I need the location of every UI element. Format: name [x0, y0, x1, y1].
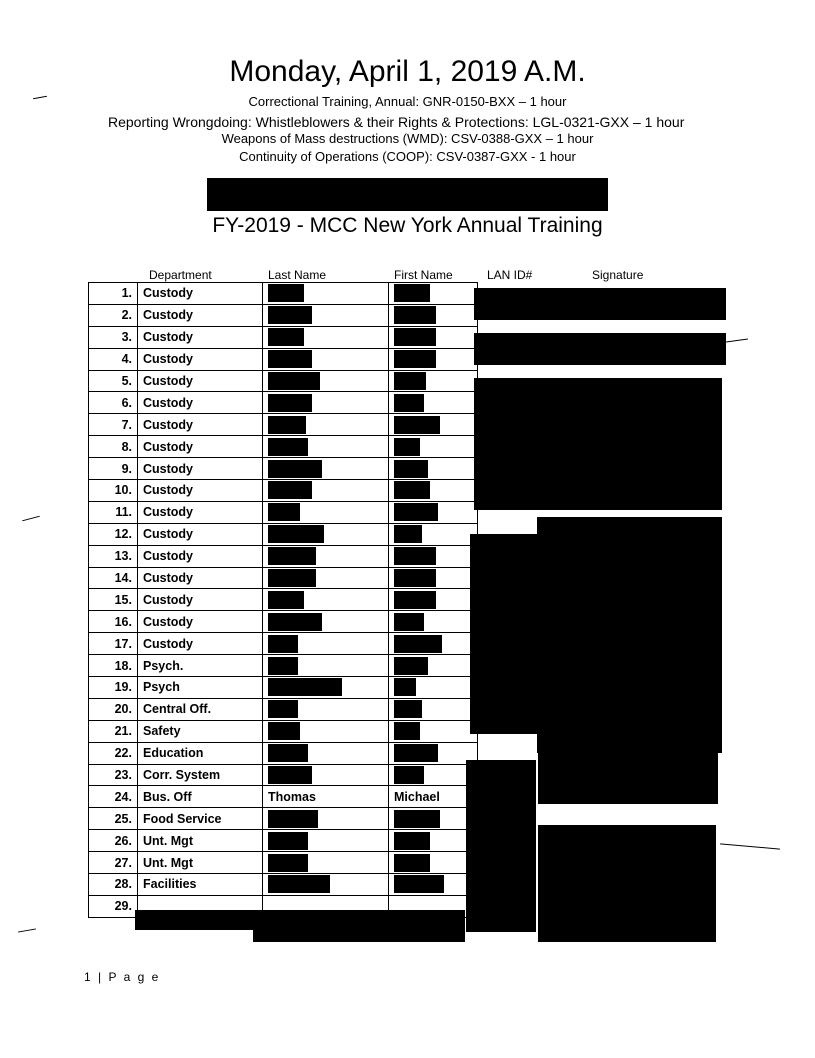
last-name-cell [263, 480, 389, 502]
redaction-block [394, 284, 430, 302]
redaction-block [394, 722, 420, 740]
scan-mark [726, 338, 748, 342]
department-cell: Custody [138, 589, 263, 611]
first-name-cell [389, 764, 478, 786]
redaction-block [394, 481, 430, 499]
department-cell: Unt. Mgt [138, 830, 263, 852]
row-number: 29. [89, 895, 138, 917]
table-row [89, 545, 478, 567]
department-cell: Custody [138, 392, 263, 414]
redaction-block [268, 832, 308, 850]
table-row [89, 852, 478, 874]
redaction-block [268, 284, 304, 302]
last-name-cell [263, 326, 389, 348]
row-number: 19. [89, 677, 138, 699]
department-cell: Education [138, 742, 263, 764]
row-number: 12. [89, 523, 138, 545]
row-number: 27. [89, 852, 138, 874]
last-name-cell [263, 414, 389, 436]
col-header-first-name: First Name [394, 268, 453, 282]
last-name-cell [263, 655, 389, 677]
redaction-block [268, 657, 298, 675]
row-number: 7. [89, 414, 138, 436]
table-row [89, 458, 478, 480]
last-name-cell [263, 742, 389, 764]
redaction-block [394, 810, 440, 828]
redaction-block [394, 460, 428, 478]
first-name-cell [389, 436, 478, 458]
redaction-block [394, 700, 422, 718]
redaction-block [268, 416, 306, 434]
first-name-cell [389, 655, 478, 677]
row-number: 28. [89, 874, 138, 896]
sheet-subtitle: FY-2019 - MCC New York Annual Training [212, 214, 603, 237]
row-number: 18. [89, 655, 138, 677]
table-row [89, 392, 478, 414]
page-title: Monday, April 1, 2019 A.M. [229, 55, 586, 88]
scan-mark [720, 843, 780, 849]
first-name-cell [389, 480, 478, 502]
row-number: 20. [89, 698, 138, 720]
row-number: 15. [89, 589, 138, 611]
first-name-cell [389, 677, 478, 699]
table-row [89, 611, 478, 633]
row-number: 24. [89, 786, 138, 808]
redaction-block [394, 766, 424, 784]
first-name-cell [389, 458, 478, 480]
last-name-cell: Thomas [263, 786, 389, 808]
first-name-cell [389, 392, 478, 414]
redaction-block [253, 928, 465, 942]
department-cell: Bus. Off [138, 786, 263, 808]
table-row [89, 720, 478, 742]
attendance-table [88, 282, 478, 918]
redaction-block [268, 613, 322, 631]
table-row [89, 283, 478, 305]
table-row [89, 523, 478, 545]
redaction-block [268, 569, 316, 587]
department-cell: Custody [138, 370, 263, 392]
redaction-block [394, 438, 420, 456]
redaction-block [268, 328, 304, 346]
row-number: 11. [89, 501, 138, 523]
table-row [89, 874, 478, 896]
redaction-block [268, 854, 308, 872]
redaction-block [268, 503, 300, 521]
redaction-block [394, 350, 436, 368]
first-name-cell [389, 283, 478, 305]
row-number: 8. [89, 436, 138, 458]
scan-mark [22, 516, 40, 522]
redaction-block [268, 547, 316, 565]
last-name-cell [263, 458, 389, 480]
table-row [89, 742, 478, 764]
table-row [89, 786, 478, 808]
department-cell: Custody [138, 414, 263, 436]
course-line-1: Correctional Training, Annual: GNR-0150-BXX – 1 hour [248, 94, 567, 109]
department-cell: Custody [138, 348, 263, 370]
table-row [89, 501, 478, 523]
last-name-cell [263, 567, 389, 589]
redaction-block [394, 657, 428, 675]
first-name-cell [389, 414, 478, 436]
redaction-block [268, 591, 304, 609]
redaction-block [394, 678, 416, 696]
redaction-block [268, 460, 322, 478]
table-row [89, 348, 478, 370]
last-name-cell [263, 633, 389, 655]
first-name-cell [389, 742, 478, 764]
row-number: 9. [89, 458, 138, 480]
redaction-block [394, 328, 436, 346]
row-number: 3. [89, 326, 138, 348]
table-row [89, 436, 478, 458]
redaction-block [268, 481, 312, 499]
row-number: 25. [89, 808, 138, 830]
redaction-block [268, 394, 312, 412]
table-row [89, 808, 478, 830]
scan-mark [18, 928, 36, 932]
row-number: 4. [89, 348, 138, 370]
row-number: 1. [89, 283, 138, 305]
first-name-cell [389, 589, 478, 611]
attendance-table-body [89, 283, 478, 918]
last-name-cell [263, 392, 389, 414]
redaction-bar [207, 178, 608, 211]
row-number: 13. [89, 545, 138, 567]
row-number: 5. [89, 370, 138, 392]
last-name-cell [263, 720, 389, 742]
department-cell: Safety [138, 720, 263, 742]
department-cell: Custody [138, 523, 263, 545]
redaction-block [268, 372, 320, 390]
department-cell: Custody [138, 326, 263, 348]
course-line-4: Continuity of Operations (COOP): CSV-0387-GXX - 1 hour [239, 149, 576, 164]
col-header-signature: Signature [592, 268, 644, 282]
department-cell: Custody [138, 501, 263, 523]
redaction-block [394, 832, 430, 850]
table-row [89, 830, 478, 852]
redaction-block [268, 766, 312, 784]
first-name-cell [389, 545, 478, 567]
last-name-cell [263, 852, 389, 874]
department-cell: Custody [138, 480, 263, 502]
first-name-cell [389, 370, 478, 392]
table-row [89, 304, 478, 326]
department-cell: Unt. Mgt [138, 852, 263, 874]
redaction-block [394, 569, 436, 587]
redaction-block [474, 378, 722, 510]
department-cell: Custody [138, 304, 263, 326]
department-cell: Facilities [138, 874, 263, 896]
row-number: 17. [89, 633, 138, 655]
redaction-block [268, 700, 298, 718]
redaction-block [470, 534, 540, 734]
department-cell: Psych [138, 677, 263, 699]
department-cell: Food Service [138, 808, 263, 830]
row-number: 16. [89, 611, 138, 633]
table-row [89, 480, 478, 502]
row-number: 2. [89, 304, 138, 326]
department-cell: Custody [138, 283, 263, 305]
first-name-cell [389, 830, 478, 852]
row-number: 22. [89, 742, 138, 764]
redaction-block [466, 760, 536, 932]
department-cell: Custody [138, 458, 263, 480]
redaction-block [394, 525, 422, 543]
table-row [89, 677, 478, 699]
redaction-block [394, 875, 444, 893]
last-name-cell [263, 436, 389, 458]
table-row [89, 414, 478, 436]
last-name-cell [263, 808, 389, 830]
col-header-lan-id: LAN ID# [487, 268, 533, 282]
department-cell: Corr. System [138, 764, 263, 786]
first-name-cell [389, 720, 478, 742]
redaction-block [394, 613, 424, 631]
first-name-cell [389, 808, 478, 830]
table-row [89, 655, 478, 677]
last-name-cell [263, 589, 389, 611]
page-footer: 1 | P a g e [84, 970, 161, 984]
redaction-block [268, 438, 308, 456]
last-name-cell [263, 545, 389, 567]
redaction-block [268, 306, 312, 324]
redaction-block [268, 875, 330, 893]
row-number: 14. [89, 567, 138, 589]
first-name-cell [389, 304, 478, 326]
table-row [89, 567, 478, 589]
last-name-cell [263, 830, 389, 852]
redaction-block [394, 416, 440, 434]
last-name-cell [263, 764, 389, 786]
department-cell: Custody [138, 611, 263, 633]
table-row [89, 633, 478, 655]
redaction-block [268, 350, 312, 368]
last-name-cell [263, 698, 389, 720]
last-name-cell [263, 304, 389, 326]
last-name-cell [263, 283, 389, 305]
last-name-cell [263, 523, 389, 545]
redaction-block [394, 744, 438, 762]
department-cell: Central Off. [138, 698, 263, 720]
last-name-cell [263, 677, 389, 699]
col-header-department: Department [149, 268, 212, 282]
department-cell: Custody [138, 545, 263, 567]
redaction-block [394, 503, 438, 521]
first-name-cell [389, 523, 478, 545]
first-name-cell [389, 326, 478, 348]
table-row [89, 589, 478, 611]
redaction-block [268, 810, 318, 828]
row-number: 21. [89, 720, 138, 742]
department-cell: Custody [138, 633, 263, 655]
row-number: 23. [89, 764, 138, 786]
redaction-block [394, 372, 426, 390]
table-row [89, 764, 478, 786]
department-cell: Custody [138, 436, 263, 458]
row-number: 10. [89, 480, 138, 502]
table-row [89, 698, 478, 720]
redaction-block [394, 306, 436, 324]
last-name-cell [263, 874, 389, 896]
first-name-cell [389, 567, 478, 589]
first-name-cell: Michael [389, 786, 478, 808]
department-cell: Psych. [138, 655, 263, 677]
course-line-3: Weapons of Mass destructions (WMD): CSV-0388-GXX – 1 hour [221, 131, 594, 146]
redaction-block [268, 635, 298, 653]
redaction-block [135, 910, 465, 930]
table-row [89, 326, 478, 348]
redaction-block [538, 825, 716, 942]
last-name-cell [263, 370, 389, 392]
col-header-last-name: Last Name [268, 268, 327, 282]
redaction-block [394, 547, 436, 565]
course-line-2: Reporting Wrongdoing: Whistleblowers & their Rights & Protections: LGL-0321-GXX – 1 hour [108, 114, 685, 130]
redaction-block [268, 744, 308, 762]
redaction-block [538, 752, 718, 804]
row-number: 26. [89, 830, 138, 852]
first-name-cell [389, 633, 478, 655]
first-name-cell [389, 698, 478, 720]
row-number: 6. [89, 392, 138, 414]
department-cell: Custody [138, 567, 263, 589]
first-name-cell [389, 874, 478, 896]
redaction-block [268, 525, 324, 543]
redaction-block [394, 635, 442, 653]
first-name-cell [389, 348, 478, 370]
first-name-cell [389, 501, 478, 523]
last-name-cell [263, 501, 389, 523]
first-name-cell [389, 611, 478, 633]
redaction-block [474, 288, 726, 320]
redaction-block [474, 333, 726, 365]
redaction-block [537, 517, 722, 753]
redaction-block [394, 394, 424, 412]
first-name-cell [389, 852, 478, 874]
table-row [89, 370, 478, 392]
redaction-block [268, 678, 342, 696]
last-name-cell [263, 348, 389, 370]
last-name-cell [263, 611, 389, 633]
redaction-block [394, 591, 436, 609]
redaction-block [394, 854, 430, 872]
redaction-block [268, 722, 300, 740]
